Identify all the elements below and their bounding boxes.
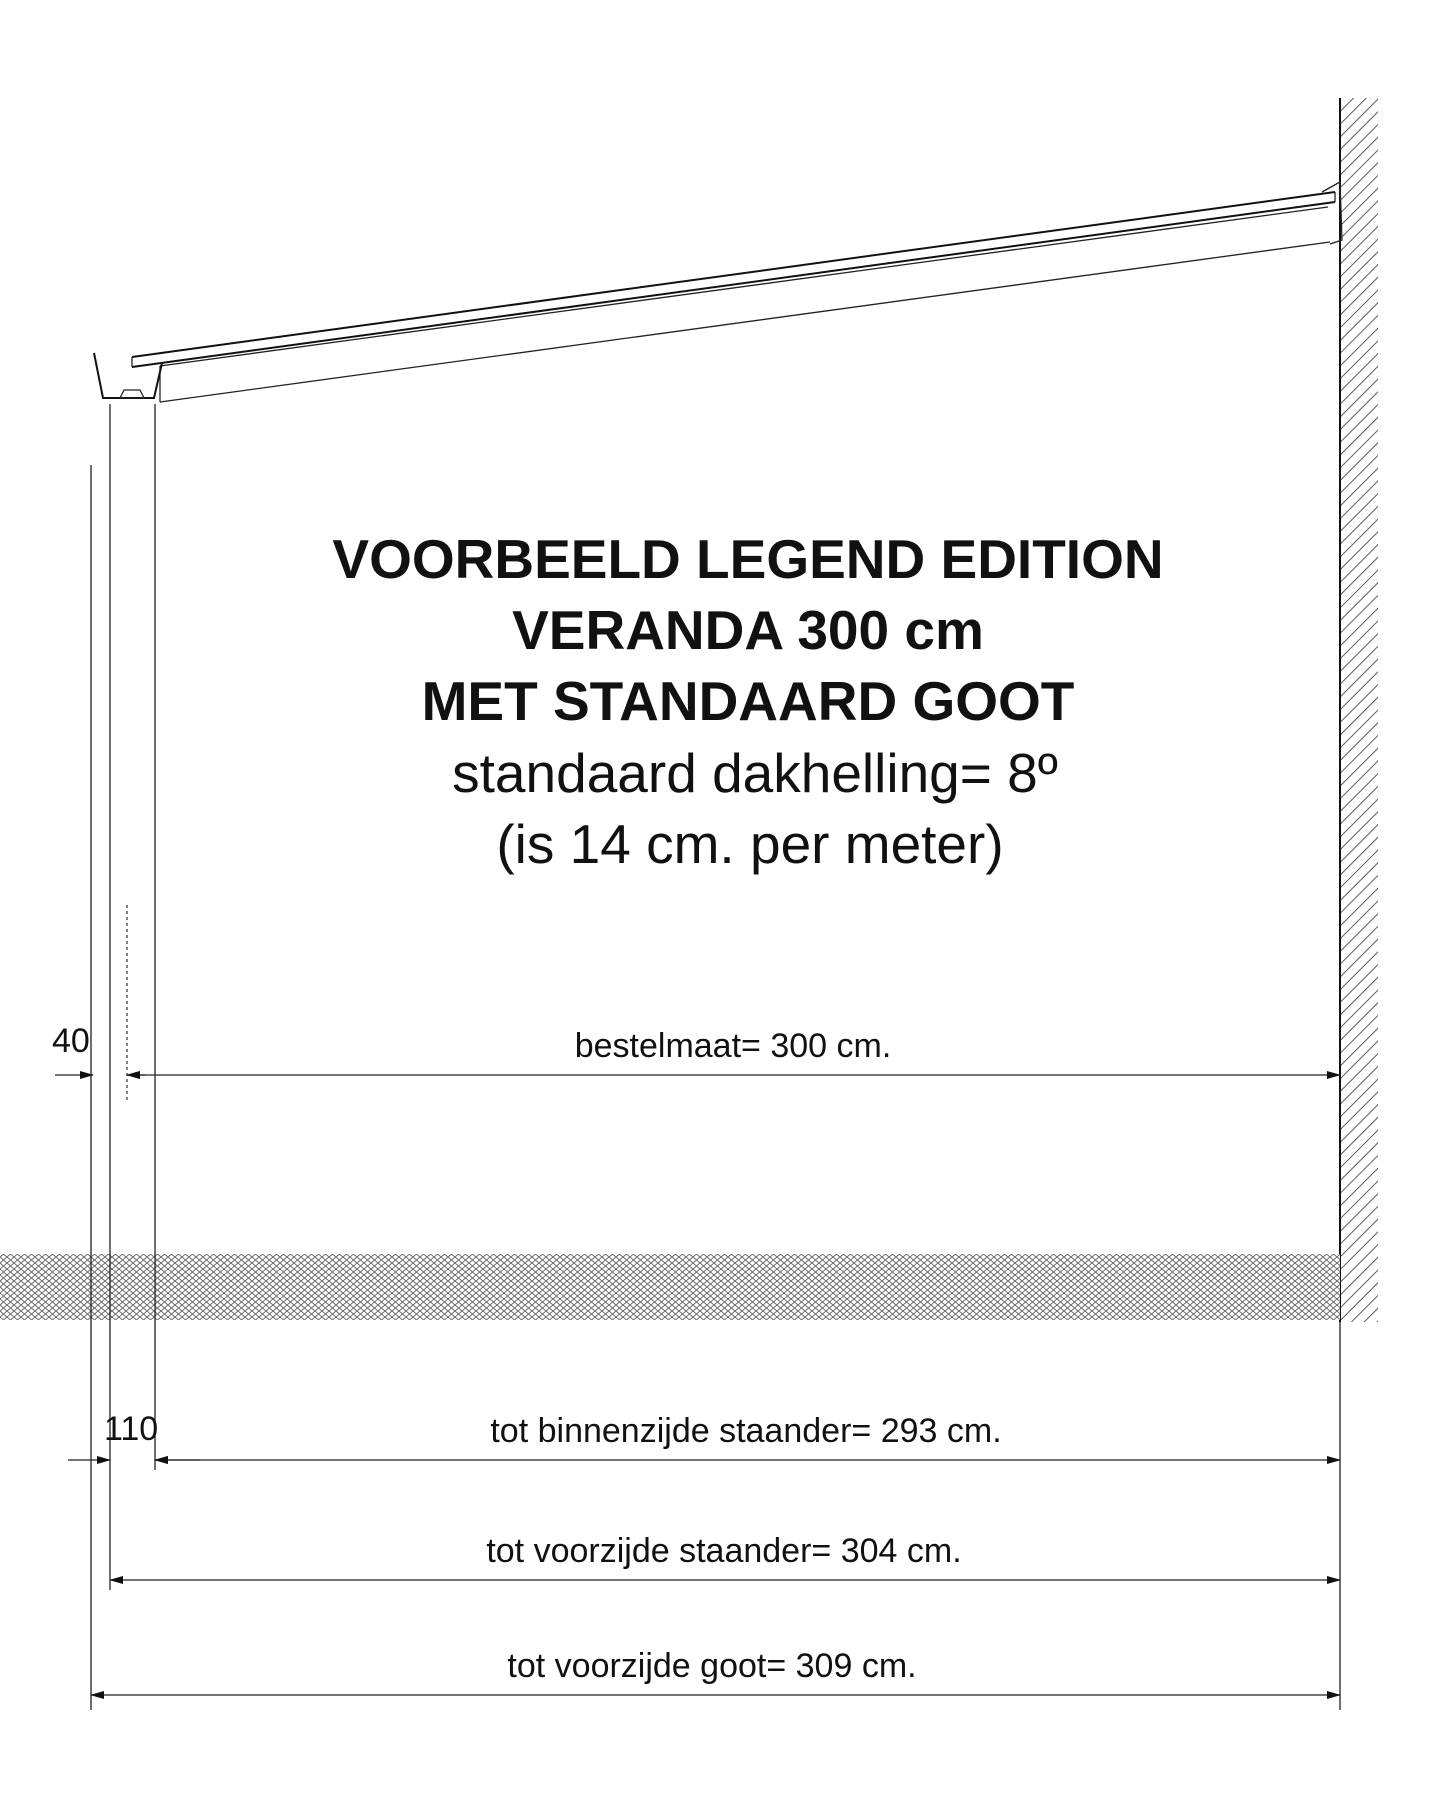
roof-structure (132, 182, 1342, 402)
ground-surface (0, 1254, 1340, 1320)
roof-pitch-label: standaard dakhelling= 8º (452, 742, 1058, 804)
post-width-label: 110 (104, 1410, 159, 1448)
title-line-3: MET STANDAARD GOOT (421, 670, 1075, 732)
front-post-dimension-label: tot voorzijde staander= 304 cm. (486, 1532, 962, 1570)
pitch-per-meter-label: (is 14 cm. per meter) (496, 813, 1004, 875)
order-size-label: bestelmaat= 300 cm. (574, 1027, 892, 1065)
house-wall (1340, 98, 1378, 1322)
title-line-1: VOORBEELD LEGEND EDITION (332, 528, 1164, 590)
dimension-lines (55, 1075, 1340, 1695)
gutter (94, 353, 162, 398)
gutter-offset-label: 40 (52, 1022, 90, 1060)
front-gutter-dimension-label: tot voorzijde goot= 309 cm. (507, 1647, 917, 1685)
title-line-2: VERANDA 300 cm (512, 599, 984, 661)
inner-post-dimension-label: tot binnenzijde staander= 293 cm. (490, 1412, 1002, 1450)
